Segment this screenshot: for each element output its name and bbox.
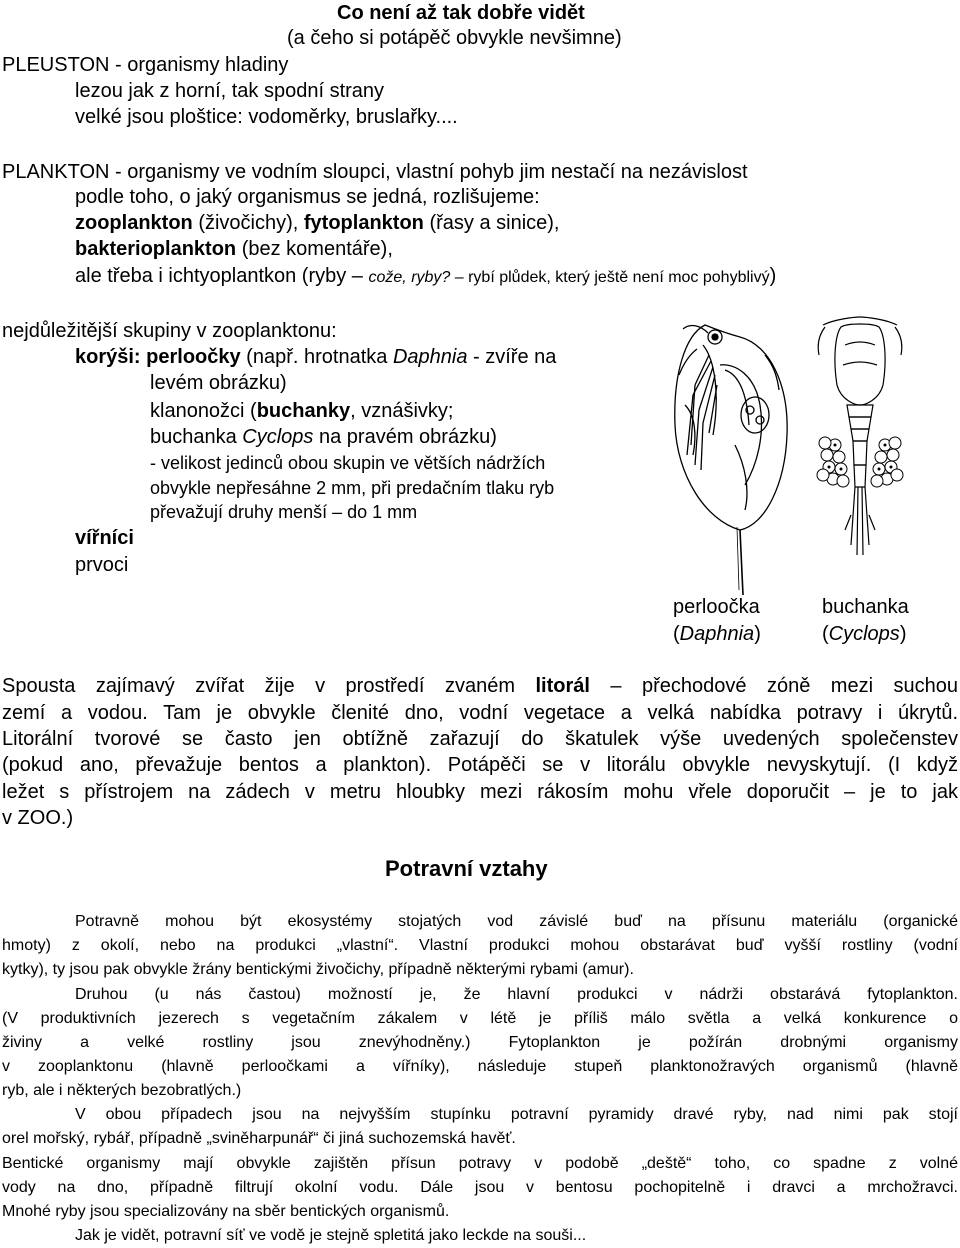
korysi-line-2: levém obrázku)	[150, 372, 287, 394]
text-fragment: , vznášivky;	[350, 400, 454, 422]
klanonozci-line	[150, 398, 453, 424]
term-korysi: korýši: perloočky	[75, 346, 241, 368]
term-daphnia: Daphnia	[392, 346, 468, 368]
potrava-line-2: hmoty) z okolí, nebo na produkci „vlastní“. Vlastní produkci mohou obstarávat buď vyšší rostliny (vodní	[2, 937, 958, 954]
pleuston-line-2: velké jsou ploštice: vodoměrky, bruslařky....	[75, 106, 458, 128]
term-litoral: litorál	[535, 675, 590, 697]
pleuston-heading: PLEUSTON - organismy hladiny	[2, 54, 289, 76]
pleuston-line-1: lezou jak z horní, tak spodní strany	[75, 80, 385, 102]
term-virnici: vířníci	[75, 527, 134, 549]
aside-text: – rybí plůdek, který ještě není moc pohyblivý	[450, 269, 770, 286]
potrava-line-6: živiny a velké rostliny jsou znevýhodněny.) Fytoplankton je požírán drobnými organismy	[2, 1034, 958, 1051]
zooplankton-heading: nejdůležitější skupiny v zooplanktonu:	[2, 320, 337, 342]
caption-daphnia: Daphnia	[679, 623, 755, 645]
daphnia-illustration	[665, 315, 800, 600]
plankton-line-1: podle toho, o jaký organismus se jedná, rozlišujeme:	[75, 186, 540, 208]
paren: )	[754, 623, 761, 645]
text-fragment: – přechodové zóně mezi suchou	[589, 675, 958, 697]
potrava-line-11: Bentické organismy mají obvykle zajištěn přísun potravy v podobě „deště“ toho, co spadne z volné	[2, 1155, 958, 1172]
caption-left-label: perloočka	[673, 596, 760, 618]
potrava-line-4: Druhou (u nás častou) možností je, že hlavní produkci v nádrži obstarává fytoplankton.	[75, 986, 958, 1003]
paren: )	[899, 623, 907, 645]
text-fragment: )	[769, 265, 777, 287]
size-note-3: převažují druhy menší – do 1 mm	[150, 502, 418, 522]
page-title: Co není až tak dobře vidět	[337, 2, 585, 24]
text-fragment: (živočichy),	[192, 212, 304, 234]
text-fragment: (např. hrotnatka	[240, 346, 393, 368]
size-note-1: - velikost jedinců obou skupin ve větších nádržích	[150, 453, 546, 473]
plankton-line-2	[75, 210, 559, 236]
page-subtitle: (a čeho si potápěč obvykle nevšimne)	[287, 27, 622, 49]
plankton-line-3	[75, 236, 393, 262]
term-zooplankton: zooplankton	[75, 212, 193, 234]
buchanka-line	[150, 424, 497, 450]
potrava-line-3: kytky), ty jsou pak obvykle žrány bentickými živočichy, případně některými rybami (amur).	[2, 961, 634, 978]
cyclops-illustration	[815, 315, 905, 590]
litoral-line-6: v ZOO.)	[2, 807, 74, 829]
litoral-line-4: (pokud ano, převažuje bentos a plankton). Potápěči se v litorálu obvykle nevyskytují. (I když	[2, 754, 958, 776]
korysi-line	[75, 344, 556, 370]
text-fragment: (řasy a sinice),	[423, 212, 560, 234]
litoral-line-1	[2, 673, 958, 699]
text-fragment: buchanka	[150, 426, 243, 448]
potrava-line-14: Jak je vidět, potravní síť ve vodě je stejně spletitá jako leckde na souši...	[75, 1227, 587, 1244]
potrava-line-13: Mnohé ryby jsou specializovány na sběr bentických organismů.	[2, 1203, 450, 1220]
litoral-line-3: Litorální tvorové se často jen obtížně zařazují do škatulek výše uvedených společenstev	[2, 728, 958, 750]
text-fragment: - zvíře na	[467, 346, 557, 368]
potrava-line-9: V obou případech jsou na nejvyšším stupínku potravní pyramidy dravé ryby, nad nimi pak stojí	[75, 1106, 958, 1123]
term-buchanky: buchanky	[256, 400, 351, 422]
term-cyclops: Cyclops	[242, 426, 314, 448]
size-note-2: obvykle nepřesáhne 2 mm, při predačním tlaku ryb	[150, 478, 555, 498]
term-fytoplankton: fytoplankton	[303, 212, 424, 234]
term-bakterioplankton: bakterioplankton	[75, 238, 237, 260]
paren: (	[673, 623, 680, 645]
text-fragment: Spousta zajímavý zvířat žije v prostředí zvaném	[2, 675, 536, 697]
caption-right-label: buchanka	[822, 596, 909, 618]
potrava-line-10: orel mořský, rybář, případně „sviněharpunář“ či jiná suchozemská havěť.	[2, 1130, 516, 1147]
text-fragment: ale třeba i ichtyoplantkon (ryby –	[75, 265, 369, 287]
potrava-line-5: (V produktivních jezerech s vegetačním zákalem v létě je příliš málo světla a velká konkurence o	[2, 1010, 958, 1027]
potrava-line-1: Potravně mohou být ekosystémy stojatých vod závislé buď na přísunu materiálu (organické	[75, 913, 958, 930]
paren: (	[822, 623, 829, 645]
text-fragment: na pravém obrázku)	[313, 426, 497, 448]
caption-cyclops: Cyclops	[828, 623, 900, 645]
potrava-line-8: ryb, ale i některých bezobratlých.)	[2, 1082, 242, 1099]
potrava-line-12: vody na dno, případně filtrují okolní vodu. Dále jsou v bentosu pochopitelně i dravci a mrchožravci.	[2, 1179, 958, 1196]
term-prvoci: prvoci	[75, 554, 129, 576]
aside-italic: cože, ryby?	[368, 269, 451, 286]
caption-right-sci	[822, 621, 906, 647]
text-fragment: klanonožci (	[150, 400, 257, 422]
section-title: Potravní vztahy	[385, 856, 548, 881]
caption-left-sci	[673, 621, 761, 647]
litoral-line-5: ležet s přístrojem na zádech v metru hloubky mezi rákosím mohu vřele doporučit – je to jak	[2, 781, 958, 803]
litoral-line-2: zemí a vodou. Tam je obvykle členité dno, vodní vegetace a velká nabídka potravy i úkrytů.	[2, 702, 958, 724]
plankton-line-4	[75, 263, 776, 291]
plankton-heading: PLANKTON - organismy ve vodním sloupci, vlastní pohyb jim nestačí na nezávislost	[2, 161, 748, 183]
text-fragment: (bez komentáře),	[236, 238, 393, 260]
potrava-line-7: v zooplanktonu (hlavně perloočkami a vířníky), následuje stupeň planktonožravých organismů (hlavně	[2, 1058, 958, 1075]
